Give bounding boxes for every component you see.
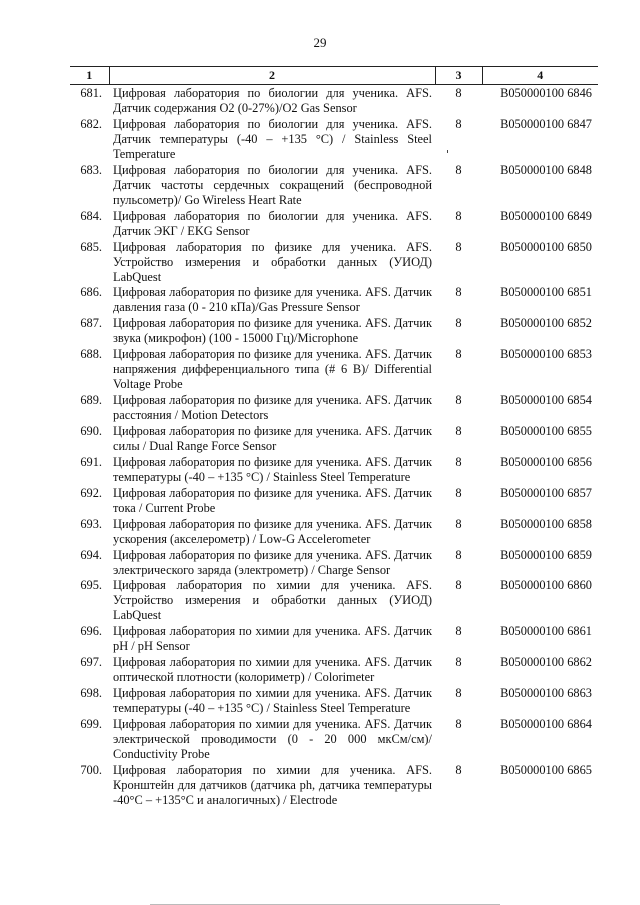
item-quantity: 8 bbox=[455, 717, 462, 732]
item-name: Цифровая лаборатория по физике для ученика. AFS. Датчик тока / Current Probe bbox=[113, 485, 432, 515]
item-quantity: 8 bbox=[455, 578, 462, 593]
item-quantity: 8 bbox=[455, 208, 462, 223]
item-name: Цифровая лаборатория по физике для ученика. AFS. Датчик температуры (-40 – +135 °C) / Stainless Steel Temperature bbox=[113, 454, 432, 484]
row-number: 695. bbox=[80, 578, 102, 593]
equipment-table bbox=[70, 66, 598, 809]
item-code: B050000100 6855 bbox=[500, 424, 592, 439]
item-quantity: 8 bbox=[455, 285, 462, 300]
row-number: 698. bbox=[80, 686, 102, 701]
row-number: 683. bbox=[80, 162, 102, 177]
row-number: 684. bbox=[80, 208, 102, 223]
item-quantity: 8 bbox=[455, 424, 462, 439]
row-number: 696. bbox=[80, 624, 102, 639]
item-code: B050000100 6859 bbox=[500, 547, 592, 562]
item-code: B050000100 6864 bbox=[500, 717, 592, 732]
item-quantity: 8 bbox=[455, 454, 462, 469]
table-row bbox=[70, 424, 598, 455]
row-number: 681. bbox=[80, 86, 102, 100]
item-quantity: 8 bbox=[455, 485, 462, 500]
item-quantity: 8 bbox=[455, 393, 462, 408]
row-number: 692. bbox=[80, 485, 102, 500]
item-name: Цифровая лаборатория по физике для ученика. AFS. Датчик электрического заряда (электрометр) / Charge Sensor bbox=[113, 547, 432, 577]
header-col-quantity: 3 bbox=[435, 67, 482, 85]
table-row bbox=[70, 393, 598, 424]
item-name: Цифровая лаборатория по химии для ученика. AFS. Устройство измерения и обработки данных (УИОД) LabQuest bbox=[113, 578, 432, 623]
item-name: Цифровая лаборатория по биологии для ученика. AFS. Датчик температуры (-40 – +135 °C) / Stainless Steel Temperature bbox=[113, 116, 432, 161]
item-code: B050000100 6853 bbox=[500, 347, 592, 362]
item-name: Цифровая лаборатория по биологии для ученика. AFS. Датчик ЭКГ / EKG Sensor bbox=[113, 208, 432, 238]
item-quantity: 8 bbox=[455, 624, 462, 639]
item-code: B050000100 6854 bbox=[500, 393, 592, 408]
table-row bbox=[70, 117, 598, 163]
page-number: 29 bbox=[313, 35, 327, 50]
table-row bbox=[70, 347, 598, 393]
header-col-number: 1 bbox=[70, 67, 109, 85]
item-name: Цифровая лаборатория по физике для ученика. AFS. Датчик ускорения (акселерометр) / Low-G Accelerometer bbox=[113, 516, 432, 546]
table-body bbox=[70, 85, 598, 809]
item-quantity: 8 bbox=[455, 655, 462, 670]
item-code: B050000100 6861 bbox=[500, 624, 592, 639]
header-col-code: 4 bbox=[482, 67, 598, 85]
table-row bbox=[70, 209, 598, 240]
table-row bbox=[70, 517, 598, 548]
table-row bbox=[70, 285, 598, 316]
row-number: 687. bbox=[80, 316, 102, 331]
item-code: B050000100 6847 bbox=[500, 116, 592, 131]
item-name: Цифровая лаборатория по химии для ученика. AFS. Датчик оптической плотности (колориметр) / Colorimeter bbox=[113, 655, 432, 685]
row-number: 691. bbox=[80, 454, 102, 469]
table-header bbox=[70, 67, 598, 85]
item-name: Цифровая лаборатория по химии для ученика. AFS. Датчик температуры (-40 – +135 °C) / Stainless Steel Temperature bbox=[113, 686, 432, 716]
table-row bbox=[70, 717, 598, 763]
item-name: Цифровая лаборатория по физике для ученика. AFS. Датчик напряжения дифференциального типа (# 6 В)/ Differential Voltage Probe bbox=[113, 347, 432, 392]
item-name: Цифровая лаборатория по физике для ученика. AFS. Датчик давления газа (0 - 210 кПа)/Gas Pressure Sensor bbox=[113, 285, 432, 315]
row-number: 693. bbox=[80, 516, 102, 531]
table-row bbox=[70, 548, 598, 579]
item-code: B050000100 6856 bbox=[500, 454, 592, 469]
row-number: 699. bbox=[80, 717, 102, 732]
row-number: 682. bbox=[80, 116, 102, 131]
item-quantity: 8 bbox=[455, 239, 462, 254]
row-number: 700. bbox=[80, 762, 102, 777]
table-row bbox=[70, 655, 598, 686]
header-col-name: 2 bbox=[109, 67, 435, 85]
item-code: B050000100 6846 bbox=[500, 86, 592, 100]
item-code: B050000100 6865 bbox=[500, 762, 592, 777]
item-name: Цифровая лаборатория по физике для ученика. AFS. Датчик звука (микрофон) (100 - 15000 Гц)/Microphone bbox=[113, 316, 432, 346]
item-quantity: 8 bbox=[455, 347, 462, 362]
item-name: Цифровая лаборатория по физике для ученика. AFS. Датчик силы / Dual Range Force Sensor bbox=[113, 424, 432, 454]
item-quantity: 8 bbox=[455, 547, 462, 562]
row-number: 688. bbox=[80, 347, 102, 362]
row-number: 686. bbox=[80, 285, 102, 300]
item-quantity: 8 bbox=[455, 516, 462, 531]
item-code: B050000100 6849 bbox=[500, 208, 592, 223]
item-name: Цифровая лаборатория по химии для ученика. AFS. Кронштейн для датчиков (датчика ph, датчика температуры -40°C – +135°C и аналогичных) / Electrode bbox=[113, 762, 432, 807]
item-code: B050000100 6863 bbox=[500, 686, 592, 701]
table-row bbox=[70, 455, 598, 486]
table-row bbox=[70, 578, 598, 624]
header-row bbox=[70, 67, 598, 85]
item-name: Цифровая лаборатория по биологии для ученика. AFS. Датчик содержания O2 (0-27%)/O2 Gas Sensor bbox=[113, 86, 432, 115]
table-row bbox=[70, 85, 598, 117]
table-row bbox=[70, 486, 598, 517]
table-row bbox=[70, 686, 598, 717]
item-code: B050000100 6858 bbox=[500, 516, 592, 531]
table-row bbox=[70, 624, 598, 655]
item-name: Цифровая лаборатория по физике для ученика. AFS. Датчик расстояния / Motion Detectors bbox=[113, 393, 432, 423]
row-number: 694. bbox=[80, 547, 102, 562]
table-row bbox=[70, 316, 598, 347]
row-number: 689. bbox=[80, 393, 102, 408]
item-quantity: 8 bbox=[455, 86, 462, 100]
item-quantity: 8 bbox=[455, 116, 462, 131]
item-name: Цифровая лаборатория по биологии для ученика. AFS. Датчик частоты сердечных сокращений (беспроводной пульсометр)/ Go Wireless Heart Rate bbox=[113, 162, 432, 207]
table-row bbox=[70, 763, 598, 809]
item-code: B050000100 6852 bbox=[500, 316, 592, 331]
item-code: B050000100 6862 bbox=[500, 655, 592, 670]
item-code: B050000100 6857 bbox=[500, 485, 592, 500]
row-number: 690. bbox=[80, 424, 102, 439]
item-name: Цифровая лаборатория по химии для ученика. AFS. Датчик pH / pH Sensor bbox=[113, 624, 432, 654]
item-code: B050000100 6848 bbox=[500, 162, 592, 177]
item-quantity: 8 bbox=[455, 316, 462, 331]
row-number: 697. bbox=[80, 655, 102, 670]
row-number: 685. bbox=[80, 239, 102, 254]
item-code: B050000100 6860 bbox=[500, 578, 592, 593]
table-row bbox=[70, 240, 598, 286]
equipment-table-container bbox=[70, 66, 598, 809]
item-code: B050000100 6850 bbox=[500, 239, 592, 254]
table-row bbox=[70, 163, 598, 209]
item-code: B050000100 6851 bbox=[500, 285, 592, 300]
item-name: Цифровая лаборатория по химии для ученика. AFS. Датчик электрической проводимости (0 - 20 000 мкСм/см)/ Conductivity Probe bbox=[113, 717, 432, 762]
item-name: Цифровая лаборатория по физике для ученика. AFS. Устройство измерения и обработки данных (УИОД) LabQuest bbox=[113, 239, 432, 284]
item-quantity: 8 bbox=[455, 686, 462, 701]
item-quantity: 8 bbox=[455, 162, 462, 177]
item-quantity: 8 bbox=[455, 762, 462, 777]
